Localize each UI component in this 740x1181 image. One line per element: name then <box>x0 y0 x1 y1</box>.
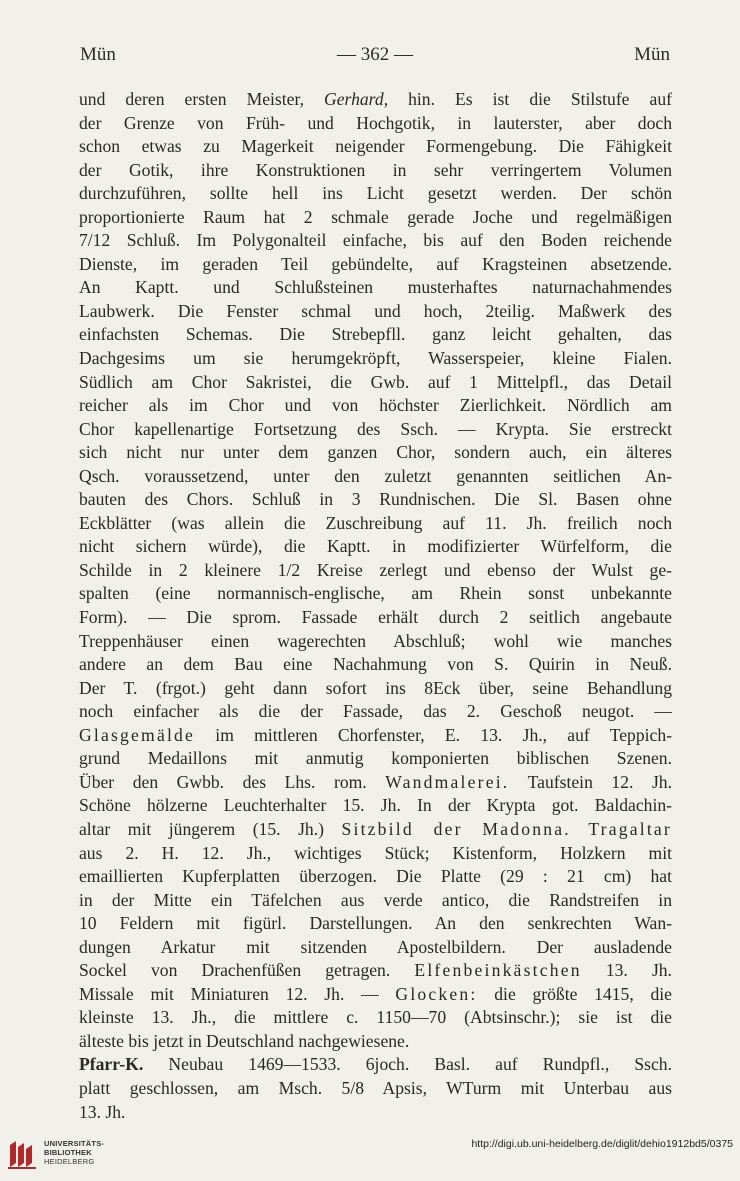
text-line: Schöne hölzerne Leuchterhalter 15. Jh. In der Krypta got. Baldachin- <box>79 795 672 816</box>
heading-tragaltar: Tragaltar <box>588 818 672 839</box>
text-line: grund Medaillons mit anmutig komponierten biblischen Szenen. <box>79 748 672 769</box>
text-line: nicht sichern würde), die Kaptt. in modifizierter Würfelform, die <box>79 536 672 557</box>
text-line: altar mit jüngerem (15. Jh.) Sitzbild der Madonna. Tragaltar <box>79 818 672 839</box>
text-line: proportionierte Raum hat 2 schmale gerade Joche und regelmäßigen <box>79 206 672 227</box>
text-line: Eckblätter (was allein die Zuschreibung auf 11. Jh. freilich noch <box>79 512 672 533</box>
text-line: sich nicht nur unter dem ganzen Chor, sondern auch, ein älteres <box>79 442 672 463</box>
name-gerhard: Gerhard <box>324 89 384 109</box>
text-line: Dachgesims um sie herumgekröpft, Wasserspeier, kleine Fialen. <box>79 348 672 369</box>
text-line: platt geschlossen, am Msch. 5/8 Apsis, WTurm mit Unterbau aus <box>79 1077 672 1098</box>
header-left-keyword: Mün <box>80 44 116 65</box>
text-line: 13. Jh. <box>79 1101 126 1122</box>
text-line: emaillierten Kupferplatten überzogen. Die Platte (29 : 21 cm) hat <box>79 866 672 887</box>
text-line: An Kaptt. und Schlußsteinen musterhaftes naturnachahmendes <box>79 277 672 298</box>
text-line: schon etwas zu Magerkeit neigender Formengebung. Die Fähigkeit <box>79 136 672 157</box>
text-line: Sockel von Drachenfüßen getragen. Elfenbeinkästchen 13. Jh. <box>79 960 672 981</box>
text-line: noch einfacher als die der Fassade, das 2. Geschoß neugot. — <box>79 701 672 722</box>
heading-wandmalerei: Wandmalerei. <box>385 771 510 792</box>
text-line: 7/12 Schluß. Im Polygonalteil einfache, bis auf den Boden reichende <box>79 230 672 251</box>
text-line: Schilde in 2 kleinere 1/2 Kreise zerlegt und ebenso der Wulst ge- <box>79 559 672 580</box>
text-line: 10 Feldern mit figürl. Darstellungen. An den senkrechten Wan- <box>79 913 672 934</box>
text-line: in der Mitte ein Täfelchen aus verde antico, die Randstreifen in <box>79 889 672 910</box>
text-line: Der T. (frgot.) geht dann sofort ins 8Eck über, seine Behandlung <box>79 677 672 698</box>
text-line: bauten des Chors. Schluß in 3 Rundnischen. Die Sl. Basen ohne <box>79 489 672 510</box>
text-line: älteste bis jetzt in Deutschland nachgewiesene. <box>79 1030 410 1051</box>
library-name: UNIVERSITÄTS- BIBLIOTHEK HEIDELBERG <box>44 1139 105 1166</box>
text-line: durchzuführen, sollte hell ins Licht gesetzt werden. Der schön <box>79 183 672 204</box>
header-right-keyword: Mün <box>634 44 670 65</box>
heading-pfarr-k: Pfarr-K. <box>79 1054 144 1075</box>
text-line: andere an dem Bau eine Nachahmung von S. Quirin in Neuß. <box>79 654 672 675</box>
text-line: aus 2. H. 12. Jh., wichtiges Stück; Kistenform, Holzkern mit <box>79 842 672 863</box>
source-url[interactable]: http://digi.ub.uni-heidelberg.de/diglit/dehio1912bd5/0375 <box>471 1138 733 1150</box>
text-line: Qsch. voraussetzend, unter den zuletzt genannten seitlichen An- <box>79 465 672 486</box>
text-line: Missale mit Miniaturen 12. Jh. — Glocken: die größte 1415, die <box>79 983 672 1004</box>
body-text <box>79 88 672 1124</box>
library-logo[interactable] <box>6 1137 146 1173</box>
text-line: der Gotik, ihre Konstruktionen in sehr verringertem Volumen <box>79 159 672 180</box>
text-line: einfachsten Schemas. Die Strebepfll. ganz leicht gehalten, das <box>79 324 672 345</box>
text-line: Südlich am Chor Sakristei, die Gwb. auf 1 Mittelpfl., das Detail <box>79 371 672 392</box>
library-emblem-icon <box>6 1137 40 1171</box>
heading-sitzbild: Sitzbild der Madonna. <box>341 818 571 839</box>
text-line: der Grenze von Früh- und Hochgotik, in lauterster, aber doch <box>79 112 672 133</box>
text-line: Form). — Die sprom. Fassade erhält durch 2 seitlich angebaute <box>79 607 672 628</box>
text-line: Pfarr-K. Neubau 1469—1533. 6joch. Basl. auf Rundpfl., Ssch. <box>79 1054 672 1075</box>
heading-elfenbein: Elfenbeinkästchen <box>414 960 582 981</box>
text-line: reicher als im Chor und von höchster Zierlichkeit. Nördlich am <box>79 395 672 416</box>
text-line: dungen Arkatur mit sitzenden Apostelbildern. Der ausladende <box>79 936 672 957</box>
running-header <box>80 44 670 70</box>
text-line: Laubwerk. Die Fenster schmal und hoch, 2teilig. Maßwerk des <box>79 300 672 321</box>
heading-glocken: Glocken: <box>395 983 478 1004</box>
text-line: kleinste 13. Jh., die mittlere c. 1150—70 (Abtsinschr.); sie ist die <box>79 1007 672 1028</box>
text-line: und deren ersten Meister, Gerhard, hin. Es ist die Stilstufe auf <box>79 89 672 109</box>
heading-glasgemaelde: Glasgemälde <box>79 724 196 745</box>
text-line: spalten (eine normannisch-englische, am Rhein sonst unbekannte <box>79 583 672 604</box>
text-line: Dienste, im geraden Teil gebündelte, auf Kragsteinen absetzende. <box>79 253 672 274</box>
text-line: Glasgemälde im mittleren Chorfenster, E. 13. Jh., auf Teppich- <box>79 724 672 745</box>
page-number: — 362 — <box>337 44 413 65</box>
text-line: Treppenhäuser einen wagerechten Abschluß; wohl wie manches <box>79 630 672 651</box>
text-line: Über den Gwbb. des Lhs. rom. Wandmalerei. Taufstein 12. Jh. <box>79 771 672 792</box>
text-line: Chor kapellenartige Fortsetzung des Ssch. — Krypta. Sie erstreckt <box>79 418 672 439</box>
